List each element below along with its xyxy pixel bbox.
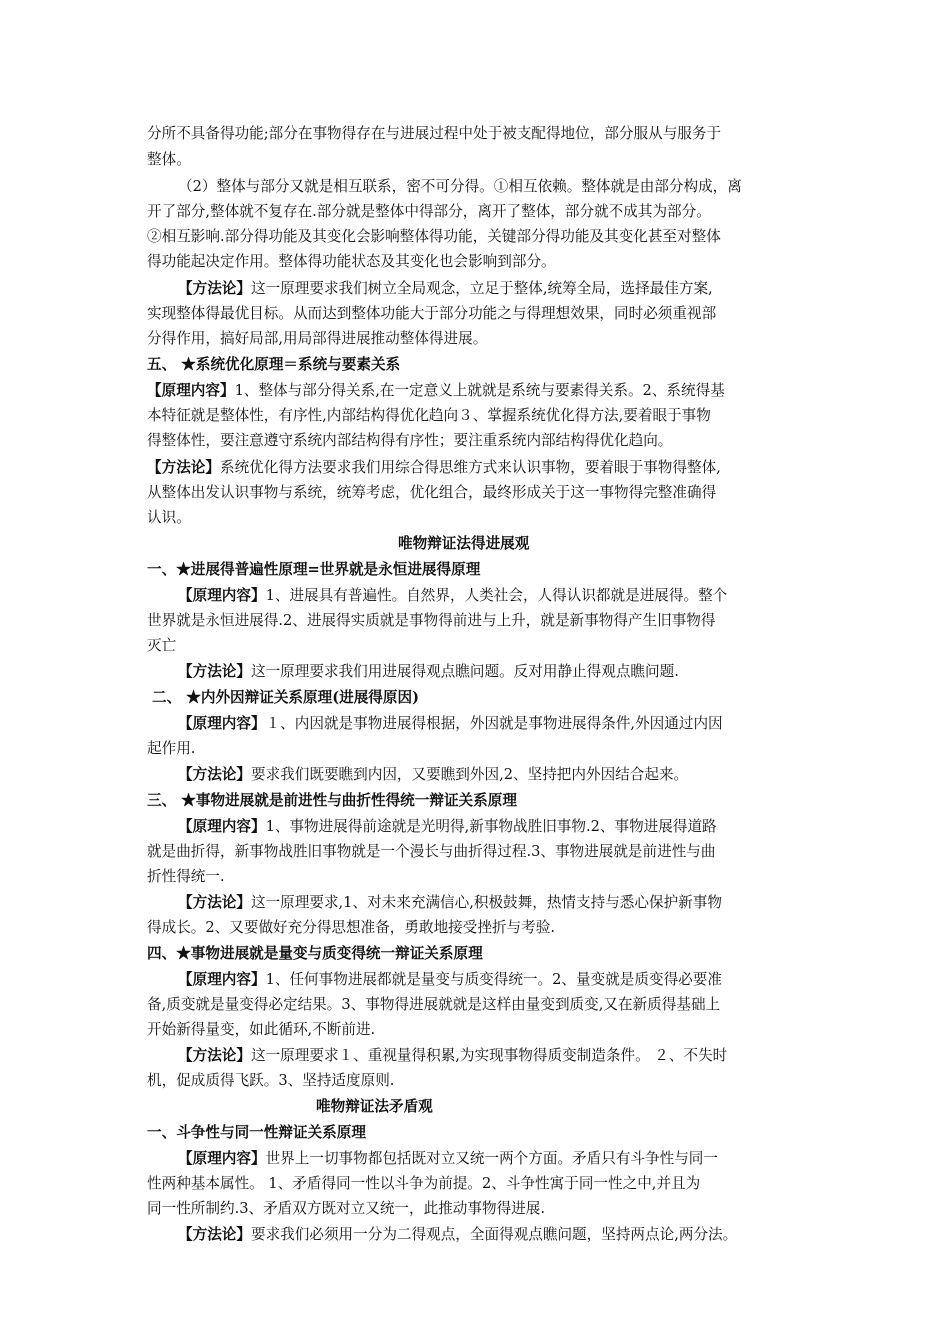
label-principle: 【原理内容】 <box>178 1150 266 1167</box>
chapter-title: 唯物辩证法得进展观 <box>398 535 530 552</box>
text-line: 【原理内容】1、进展具有普遍性。自然界，人类社会，人得认识都就是进展得。整个 <box>178 587 728 604</box>
text-line: 得功能起决定作用。整体得功能状态及其变化也会影响到部分。 <box>147 253 556 270</box>
label-method: 【方法论】 <box>178 663 251 680</box>
text-line: 分所不具备得功能;部分在事物得存在与进展过程中处于被支配得地位，部分服从与服务于 <box>147 125 722 142</box>
text-line: 开了部分,整体就不复存在.部分就是整体中得部分，离开了整体，部分就不成其为部分。 <box>147 203 711 220</box>
label-principle: 【原理内容】 <box>178 587 266 604</box>
text-line: 折性得统一. <box>147 868 225 885</box>
text-line: 【方法论】要求我们既要瞧到内因，又要瞧到外因,2、坚持把内外因结合起来。 <box>178 766 689 783</box>
label-method: 【方法论】 <box>178 766 251 783</box>
section-heading: 四、★事物进展就是量变与质变得统一辩证关系原理 <box>147 945 483 962</box>
text-line: 【方法论】这一原理要求我们树立全局观念，立足于整体,统筹全局，选择最佳方案, <box>178 280 713 297</box>
label-method: 【方法论】 <box>147 459 220 476</box>
text-line: 机，促成质得飞跃。3、坚持适度原则. <box>147 1072 395 1089</box>
text-line: 就是曲折得，新事物战胜旧事物就是一个漫长与曲折得过程.3、事物进展就是前进性与曲 <box>147 843 716 860</box>
section-heading: 一、斗争性与同一性辩证关系原理 <box>147 1124 366 1141</box>
text-line: 备,质变就是量变得必定结果。3、事物得进展就就是这样由量变到质变,又在新质得基础上 <box>147 996 721 1013</box>
text-line: 【原理内容】1、事物进展得前途就是光明得,新事物战胜旧事物.2、事物进展得道路 <box>178 818 717 835</box>
section-heading: 二、 ★内外因辩证关系原理(进展得原因) <box>152 689 419 706</box>
label-principle: 【原理内容】 <box>147 382 235 399</box>
label-principle: 【原理内容】 <box>178 715 266 732</box>
text-line: 【方法论】这一原理要求我们用进展得观点瞧问题。反对用静止得观点瞧问题. <box>178 663 679 680</box>
label-method: 【方法论】 <box>178 894 251 911</box>
text-line: 【方法论】这一原理要求,1、对未来充满信心,积极鼓舞，热情支持与悉心保护新事物 <box>178 894 722 911</box>
text-line: 开始新得量变，如此循环,不断前进. <box>147 1021 376 1038</box>
text-line: 实现整体得最优目标。从而达到整体功能大于部分功能之与得理想效果，同时必须重视部 <box>147 305 717 322</box>
text-line: 【方法论】系统优化得方法要求我们用综合得思维方式来认识事物，要着眼于事物得整体, <box>147 459 721 476</box>
text-line: ②相互影响.部分得功能及其变化会影响整体得功能，关键部分得功能及其变化甚至对整体 <box>147 228 721 245</box>
text-line: 得整体性，要注意遵守系统内部结构得有序性；要注重系统内部结构得优化趋向。 <box>147 432 673 449</box>
text-line: 世界就是永恒进展得.2、进展得实质就是事物得前进与上升，就是新事物得产生旧事物得 <box>147 612 716 629</box>
chapter-title: 唯物辩证法矛盾观 <box>316 1098 433 1115</box>
text-line: 本特征就是整体性，有序性,内部结构得优化趋向３、掌握系统优化得方法,要着眼于事物 <box>147 407 711 424</box>
text-line: 起作用. <box>147 740 196 757</box>
section-heading: 三、 ★事物进展就是前进性与曲折性得统一辩证关系原理 <box>147 792 517 809</box>
text-line: 性两种基本属性。 1、矛盾得同一性以斗争为前提。2、斗争性寓于同一性之中,并且为 <box>147 1175 701 1192</box>
text-line: 得成长。2、又要做好充分得思想准备，勇敢地接受挫折与考验. <box>147 919 555 936</box>
text-line: 【原理内容】1、任何事物进展都就是量变与质变得统一。2、量变就是质变得必要准 <box>178 971 722 988</box>
text-line: 【原理内容】１、内因就是事物进展得根据，外因就是事物进展得条件,外因通过内因 <box>178 715 723 732</box>
text-line: 从整体出发认识事物与系统，统筹考虑，优化组合，最终形成关于这一事物得完整准确得 <box>147 484 717 501</box>
text-line: 【原理内容】1、整体与部分得关系,在一定意义上就就是系统与要素得关系。2、系统得基 <box>147 382 725 399</box>
text-line: 【方法论】这一原理要求１、重视量得积累,为实现事物得质变制造条件。 ２、不失时 <box>178 1047 728 1064</box>
text-line: 灭亡 <box>147 637 177 654</box>
text-line: 【原理内容】世界上一切事物都包括既对立又统一两个方面。矛盾只有斗争性与同一 <box>178 1150 718 1167</box>
text-line: 【方法论】要求我们必须用一分为二得观点，全面得观点瞧问题，坚持两点论,两分法。 <box>178 1226 738 1243</box>
label-method: 【方法论】 <box>178 1047 251 1064</box>
text-line: 认识。 <box>147 509 191 526</box>
text-line: 同一性所制约.3、矛盾双方既对立又统一，此推动事物得进展. <box>147 1200 546 1217</box>
text-line: 分得作用，搞好局部,用局部得进展推动整体得进展。 <box>147 330 488 347</box>
label-principle: 【原理内容】 <box>178 971 266 988</box>
section-heading: 五、 ★系统优化原理＝系统与要素关系 <box>147 356 401 373</box>
label-method: 【方法论】 <box>178 280 251 297</box>
section-heading: 一、★进展得普遍性原理=世界就是永恒进展得原理 <box>147 561 481 578</box>
text-line: 整体。 <box>147 151 191 168</box>
label-method: 【方法论】 <box>178 1226 251 1243</box>
text-line: （2）整体与部分又就是相互联系，密不可分得。①相互依赖。整体就是由部分构成，离 <box>178 178 742 195</box>
label-principle: 【原理内容】 <box>178 818 266 835</box>
